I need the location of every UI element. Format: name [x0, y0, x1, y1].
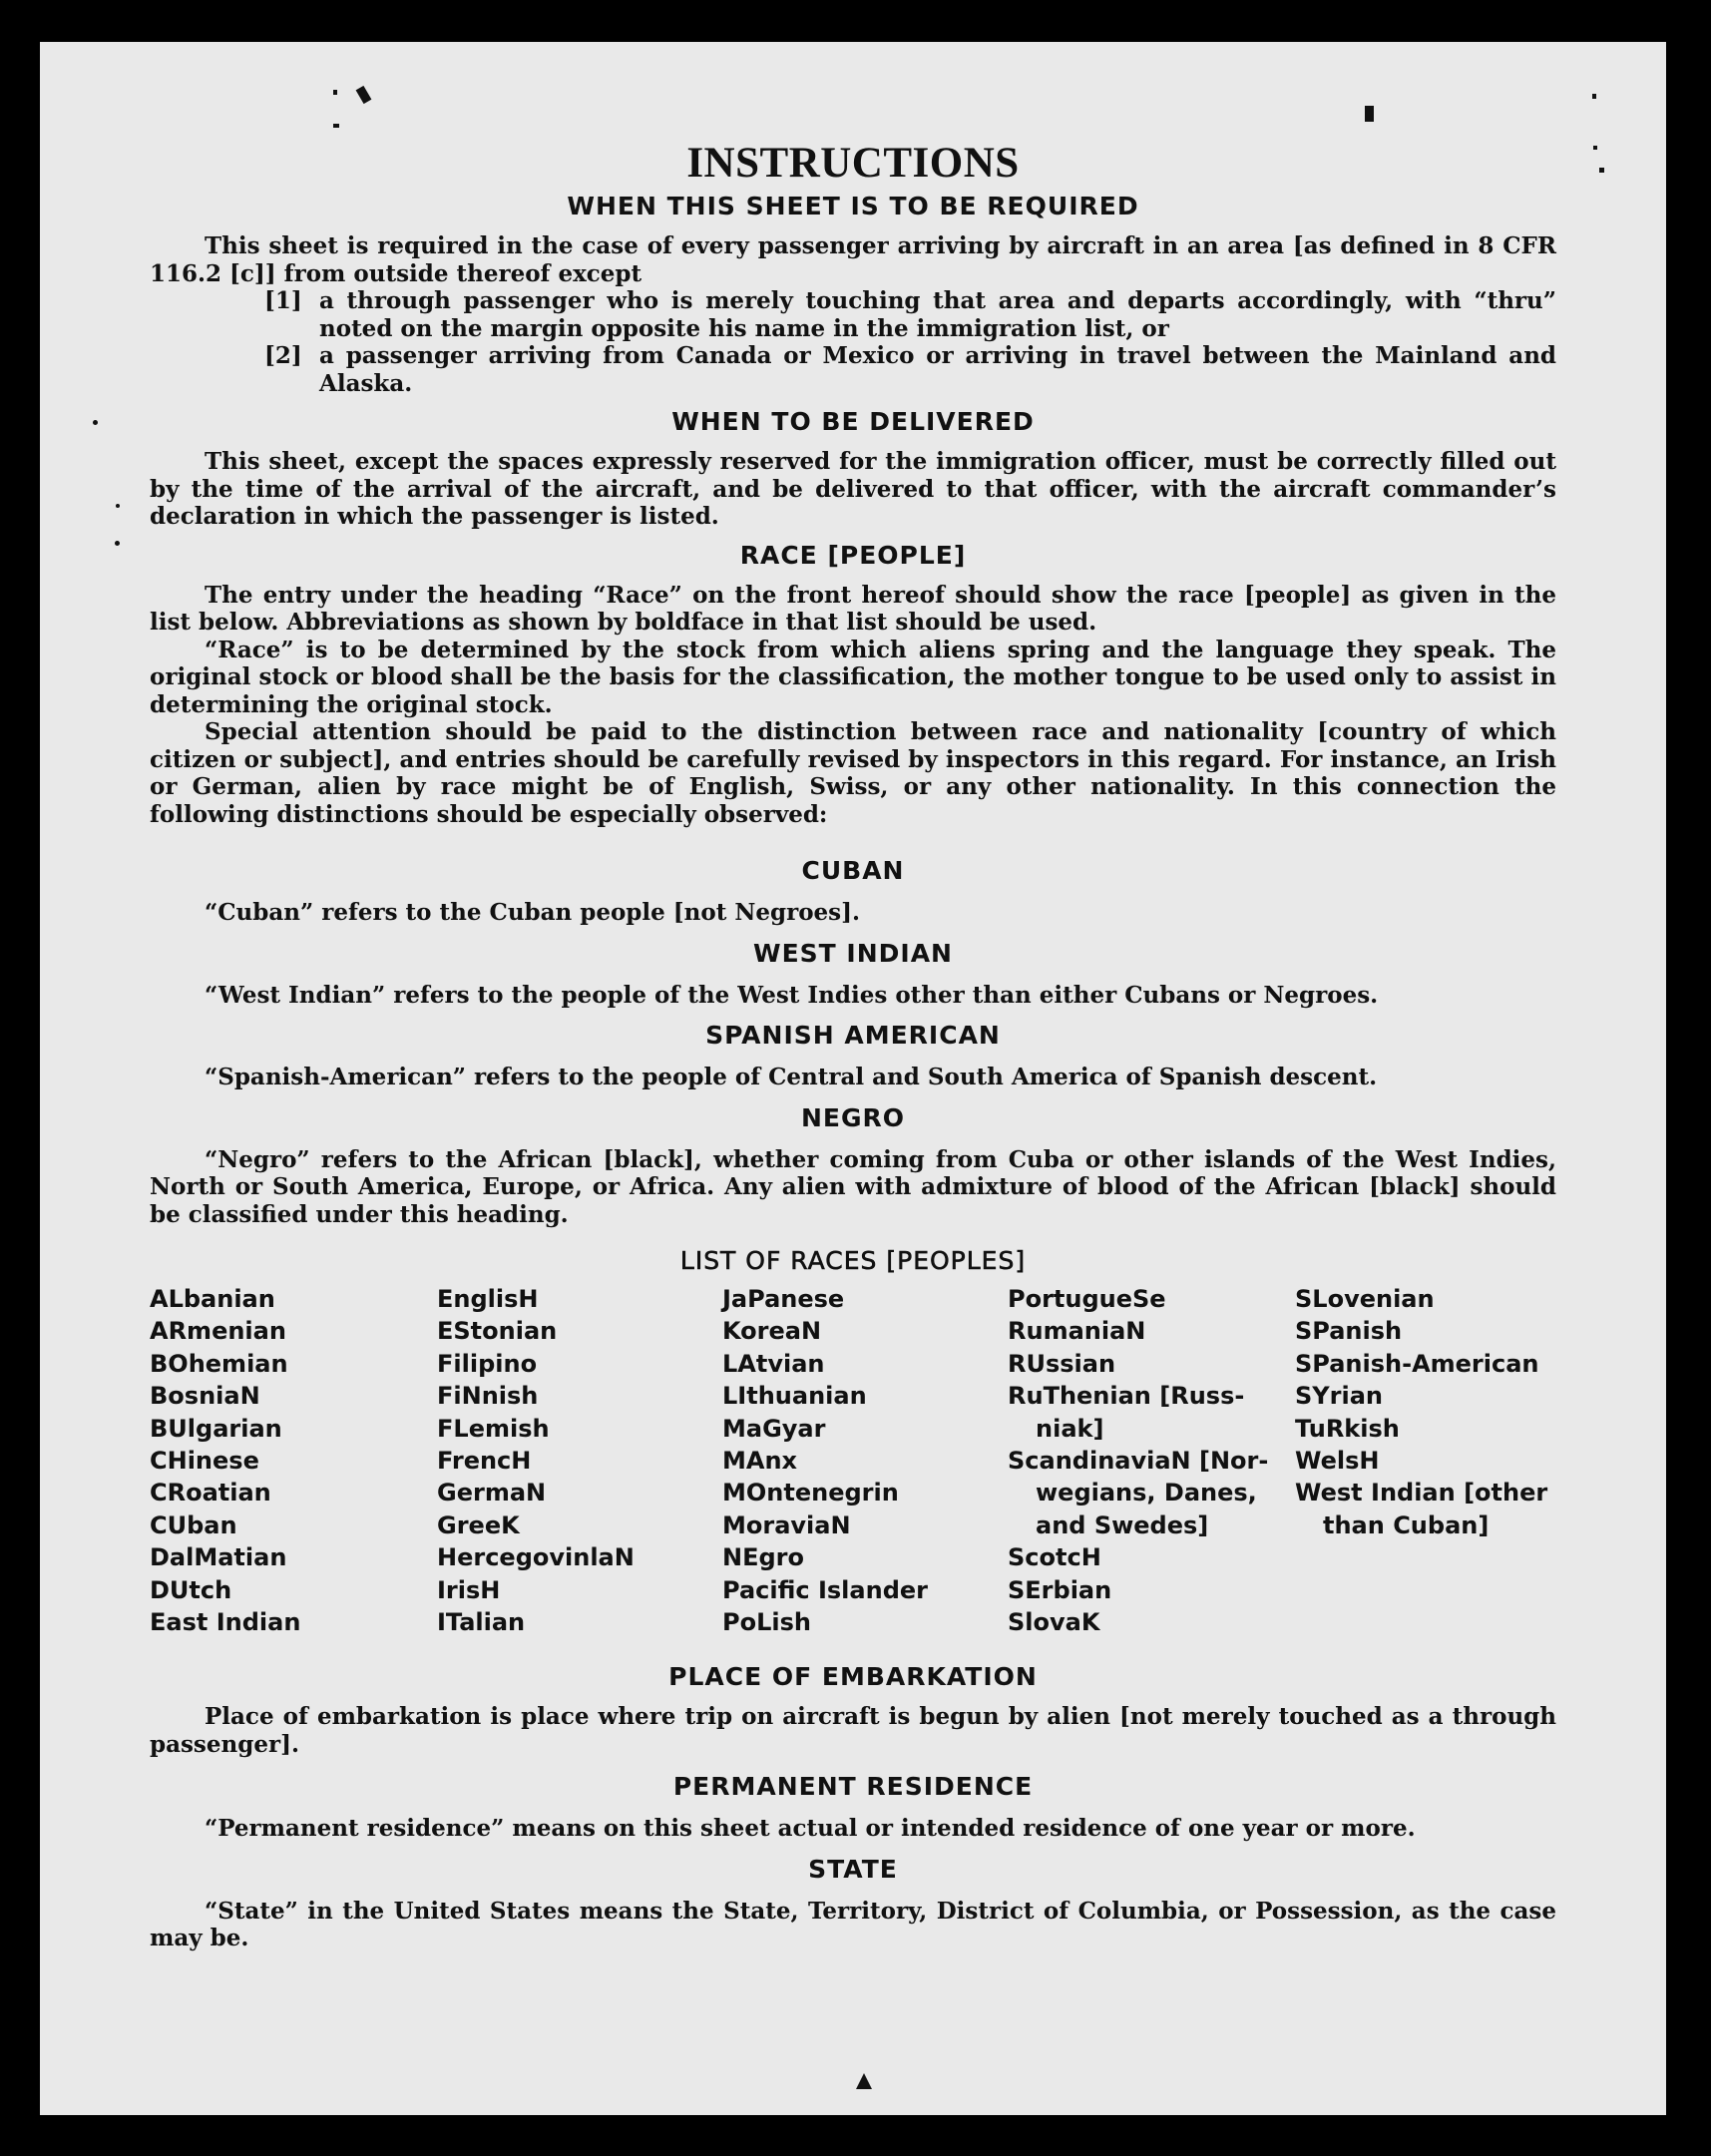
race-entry: FiNnish [437, 1382, 539, 1411]
paragraph-spanish-american: “Spanish-American” refers to the people of Central and South America of Spanish descent. [205, 1064, 1378, 1090]
paragraph-cuban: “Cuban” refers to the Cuban people [not Negroes]. [205, 899, 861, 926]
race-entry: MaGyar [722, 1414, 826, 1443]
heading-spanish-american: SPANISH AMERICAN [705, 1021, 1001, 1050]
race-entry: EStonian [437, 1317, 558, 1346]
heading-cuban: CUBAN [801, 856, 905, 885]
races-column-2 [437, 1283, 722, 1638]
paragraph-race-2: “Race” is to be determined by the stock from which aliens spring and the language they speak. The original stock or blood shall be the basis for the classification, the mother tongue to be used only to assist in determining the original stock. [150, 636, 1556, 718]
page-title: INSTRUCTIONS [686, 140, 1020, 187]
heading-embarkation: PLACE OF EMBARKATION [668, 1662, 1038, 1692]
race-entry: FrencH [437, 1447, 532, 1476]
paragraph-west-indian: “West Indian” refers to the people of the West Indies other than either Cubans or Negroes. [205, 981, 1379, 1009]
heading-required: WHEN THIS SHEET IS TO BE REQUIRED [567, 192, 1139, 220]
race-entry: SLovenian [1295, 1285, 1435, 1313]
race-entry: SPanish [1295, 1317, 1403, 1346]
list-item [264, 342, 1556, 397]
race-entry: NEgro [722, 1543, 804, 1572]
race-entry: BUlgarian [150, 1414, 282, 1443]
races-column-5 [1295, 1283, 1554, 1638]
race-entry: KoreaN [722, 1317, 822, 1346]
paragraph-residence: “Permanent residence” means on this sheet actual or intended residence of one year or more. [205, 1815, 1416, 1843]
race-entry: ITalian [437, 1608, 526, 1637]
race-entry: GreeK [437, 1510, 520, 1539]
race-entry: CHinese [150, 1447, 259, 1476]
scan-speck [116, 504, 120, 508]
race-entry: SPanish-American [1295, 1349, 1539, 1378]
paragraph-state: “State” in the United States means the State, Territory, District of Columbia, or Possession, as the case may be. [150, 1897, 1556, 1952]
race-entry: LIthuanian [722, 1382, 867, 1411]
race-entry: East Indian [150, 1608, 301, 1637]
race-entry: LAtvian [722, 1349, 825, 1378]
race-entry: Pacific Islander [722, 1575, 928, 1604]
race-entry: MAnx [722, 1447, 798, 1476]
race-entry: ARmenian [150, 1317, 286, 1346]
race-entry-continued: niak] [1036, 1414, 1104, 1443]
race-entry: PortugueSe [1008, 1285, 1166, 1313]
race-entry: MOntenegrin [722, 1479, 899, 1508]
race-entry: ALbanian [150, 1285, 275, 1313]
race-entry: EnglisH [437, 1285, 539, 1313]
race-entry: BosniaN [150, 1382, 260, 1411]
list-item [264, 287, 1556, 342]
race-entry: BOhemian [150, 1349, 288, 1378]
heading-list-of-races: LIST OF RACES [PEOPLES] [679, 1246, 1027, 1275]
race-entry: SErbian [1008, 1575, 1112, 1604]
races-column-4 [1008, 1283, 1295, 1638]
race-entry: ScotcH [1008, 1543, 1101, 1572]
paragraph-delivered: This sheet, except the spaces expressly reserved for the immigration officer, must be correctly filled out by the time of the arrival of the aircraft, and be delivered to that officer, with the aircraft commander’s declaration in which the passenger is listed. [150, 448, 1556, 530]
race-entry: West Indian [other [1295, 1479, 1548, 1508]
race-entry: DalMatian [150, 1543, 287, 1572]
race-entry: FLemish [437, 1414, 550, 1443]
scan-speck [856, 2073, 872, 2089]
race-entry: DUtch [150, 1575, 232, 1604]
race-entry: RuThenian [Russ- [1008, 1382, 1245, 1411]
races-column-3 [722, 1283, 1008, 1638]
paragraph-negro: “Negro” refers to the African [black], whether coming from Cuba or other islands of the West Indies, North or South America, Europe, or Africa. Any alien with admixture of blood of the African [black] should be classified under this heading. [150, 1145, 1556, 1228]
race-entry: HercegovinlaN [437, 1543, 635, 1572]
race-entry: MoraviaN [722, 1510, 851, 1539]
race-entry: PoLish [722, 1608, 811, 1637]
heading-delivered: WHEN TO BE DELIVERED [671, 407, 1035, 436]
race-entry: JaPanese [722, 1285, 845, 1313]
item-number: [2] [264, 342, 302, 369]
race-entry: CRoatian [150, 1479, 271, 1508]
scan-speck [1365, 106, 1374, 122]
race-entry: CUban [150, 1510, 237, 1539]
paragraph-required-intro: This sheet is required in the case of every passenger arriving by aircraft in an area [as defined in 8 CFR 116.2 [c]] from outside thereof except [150, 232, 1556, 287]
heading-race: RACE [PEOPLE] [739, 540, 967, 570]
races-column-1 [150, 1283, 437, 1638]
scan-speck [333, 124, 339, 128]
race-entry-continued: and Swedes] [1036, 1510, 1209, 1539]
race-entry-continued: wegians, Danes, [1036, 1479, 1257, 1508]
race-entry: TuRkish [1295, 1414, 1400, 1443]
heading-state: STATE [808, 1854, 898, 1884]
document-page [40, 42, 1666, 2115]
race-entry-continued: than Cuban] [1323, 1510, 1490, 1539]
scan-speck [115, 541, 120, 546]
heading-west-indian: WEST INDIAN [753, 938, 953, 968]
scan-speck [1599, 168, 1604, 173]
scan-speck [93, 420, 98, 425]
paragraph-embarkation: Place of embarkation is place where trip on aircraft is begun by alien [not merely touched as a through passenger]. [150, 1703, 1556, 1758]
scan-speck [1592, 94, 1596, 99]
scan-speck [1593, 146, 1597, 150]
paragraph-race-1: The entry under the heading “Race” on the front hereof should show the race [people] as given in the list below. Abbreviations as shown by boldface in that list should be used. [150, 581, 1556, 636]
scan-speck [356, 86, 372, 104]
race-entry: SYrian [1295, 1382, 1384, 1411]
race-entry: GermaN [437, 1479, 547, 1508]
race-entry: Filipino [437, 1349, 538, 1378]
race-entry: SlovaK [1008, 1608, 1100, 1637]
heading-negro: NEGRO [800, 1102, 906, 1132]
race-entry: WelsH [1295, 1447, 1380, 1476]
heading-residence: PERMANENT RESIDENCE [672, 1772, 1034, 1802]
paragraph-race-3: Special attention should be paid to the distinction between race and nationality [country of which citizen or subject], and entries should be carefully revised by inspectors in this regard. For instance, an Irish or German, alien by race might be of English, Swiss, or any other nationality. In this connection the following distinctions should be especially observed: [150, 718, 1556, 828]
race-entry: IrisH [437, 1575, 501, 1604]
race-entry: ScandinaviaN [Nor- [1008, 1447, 1269, 1476]
race-entry: RumaniaN [1008, 1317, 1146, 1346]
item-text: a passenger arriving from Canada or Mexico or arriving in travel between the Mainland and Alaska. [319, 342, 1556, 397]
item-number: [1] [264, 287, 302, 314]
race-entry: RUssian [1008, 1349, 1116, 1378]
races-table [150, 1283, 1556, 1638]
item-text: a through passenger who is merely touching that area and departs accordingly, with “thru” noted on the margin opposite his name in the immigration list, or [319, 287, 1556, 342]
scan-speck [333, 90, 337, 95]
